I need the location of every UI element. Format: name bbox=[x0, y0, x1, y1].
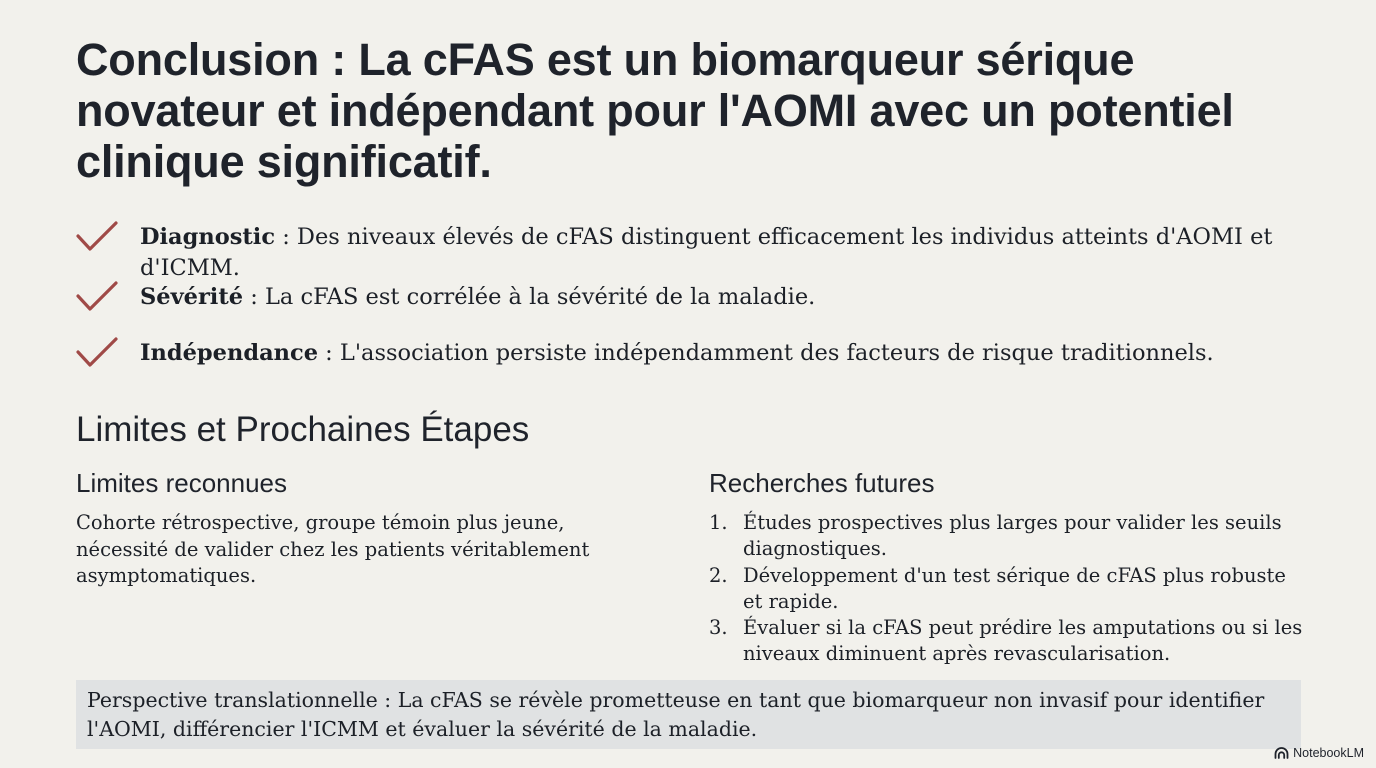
list-item-number: 2. bbox=[709, 563, 728, 587]
finding-description: : La cFAS est corrélée à la sévérité de la maladie. bbox=[243, 284, 816, 310]
finding-term: Indépendance bbox=[140, 340, 319, 366]
finding-term: Sévérité bbox=[140, 284, 244, 310]
finding-term: Diagnostic bbox=[140, 224, 276, 250]
list-item-number: 1. bbox=[709, 511, 728, 534]
list-item bbox=[709, 615, 1309, 668]
limits-heading: Limites reconnues bbox=[76, 468, 287, 498]
limits-text: Cohorte rétrospective, groupe témoin plus jeune, nécessité de valider chez les patients véritablement asymptomatiques. bbox=[76, 511, 590, 587]
finding-text bbox=[140, 282, 1290, 313]
notebooklm-watermark bbox=[1274, 746, 1364, 760]
list-item-text: Développement d'un test sérique de cFAS plus robuste et rapide. bbox=[743, 563, 1286, 613]
notebooklm-logo-icon bbox=[1274, 747, 1289, 759]
finding-description: : Des niveaux élevés de cFAS distinguent efficacement les individus atteints d'AOMI et d'ICMM. bbox=[140, 224, 1273, 281]
list-item-text: Évaluer si la cFAS peut prédire les amputations ou si les niveaux diminuent après revascularisation. bbox=[743, 616, 1303, 666]
checkmark-icon bbox=[76, 336, 118, 370]
page-title: Conclusion : La cFAS est un biomarqueur sérique novateur et indépendant pour l'AOMI avec un potentiel clinique significatif. bbox=[76, 34, 1234, 187]
translational-perspective-callout: Perspective translationnelle : La cFAS se révèle prometteuse en tant que biomarqueur non invasif pour identifier l'AOMI, différencier l'ICMM et évaluer la sévérité de la maladie. bbox=[76, 680, 1301, 749]
section-heading: Limites et Prochaines Étapes bbox=[76, 410, 530, 449]
future-research-heading: Recherches futures bbox=[709, 468, 935, 498]
future-research-list bbox=[709, 510, 1309, 668]
finding-description: : L'association persiste indépendamment des facteurs de risque traditionnels. bbox=[318, 340, 1214, 366]
list-item bbox=[709, 563, 1309, 616]
checkmark-icon bbox=[76, 280, 118, 314]
list-item bbox=[709, 510, 1309, 563]
list-item-text: Études prospectives plus larges pour valider les seuils diagnostiques. bbox=[743, 511, 1282, 561]
finding-text bbox=[140, 222, 1290, 284]
brand-label: NotebookLM bbox=[1293, 746, 1364, 760]
list-item-number: 3. bbox=[709, 616, 728, 640]
checkmark-icon bbox=[76, 220, 118, 254]
finding-text bbox=[140, 338, 1290, 369]
